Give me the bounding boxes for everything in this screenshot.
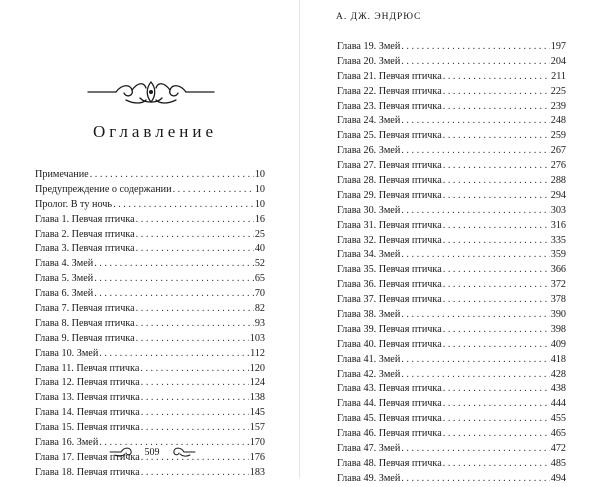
toc-entry-title: Глава 10. Змей	[35, 347, 99, 359]
toc-entry	[337, 278, 566, 293]
toc-entry-title: Глава 6. Змей	[35, 288, 94, 300]
page-footer	[92, 442, 212, 462]
toc-entry-title: Глава 5. Змей	[35, 273, 94, 285]
toc-entry-title: Глава 44. Певчая птичка	[337, 398, 442, 410]
toc-entry	[337, 293, 566, 308]
toc-entry-title: Глава 3. Певчая птичка	[35, 243, 135, 255]
toc-entry-page: 103	[249, 332, 265, 344]
toc-entry-page: 16	[254, 213, 265, 225]
toc-entry-title: Глава 15. Певчая птичка	[35, 422, 140, 434]
toc-entry-page: 288	[550, 175, 566, 187]
toc-entry	[337, 427, 566, 442]
toc-entry-title: Глава 43. Певчая птичка	[337, 383, 442, 395]
toc-dot-leader	[141, 421, 249, 436]
toc-entry-title: Глава 37. Певчая птичка	[337, 294, 442, 306]
toc-entry-title: Глава 27. Певчая птичка	[337, 160, 442, 172]
toc-entry-title: Глава 48. Певчая птичка	[337, 457, 442, 469]
toc-entry	[35, 228, 265, 243]
toc-entry-page: 465	[550, 428, 566, 440]
toc-entry	[337, 129, 566, 144]
toc-entry	[35, 317, 265, 332]
toc-entry-page: 170	[249, 437, 265, 449]
toc-entry-page: 10	[254, 198, 265, 210]
toc-entry	[337, 204, 566, 219]
toc-entry	[337, 412, 566, 427]
toc-dot-leader	[443, 323, 550, 338]
toc-dot-leader	[136, 302, 254, 317]
scroll-flourish-icon	[109, 446, 135, 458]
toc-entry-page: 52	[254, 258, 265, 270]
toc-entry-page: 120	[249, 362, 265, 374]
toc-entry-title: Глава 16. Змей	[35, 437, 99, 449]
toc-dot-leader	[136, 317, 254, 332]
toc-entry	[337, 174, 566, 189]
toc-entry	[35, 302, 265, 317]
toc-entry	[337, 70, 566, 85]
toc-dot-leader	[141, 376, 249, 391]
toc-entry	[337, 40, 566, 55]
toc-entry-page: 438	[550, 383, 566, 395]
toc-dot-leader	[443, 219, 550, 234]
toc-entry-page: 485	[550, 457, 566, 469]
toc-entry-page: 409	[550, 338, 566, 350]
toc-entry	[337, 338, 566, 353]
toc-dot-leader	[141, 406, 249, 421]
toc-entry-title: Глава 18. Певчая птичка	[35, 466, 140, 478]
toc-dot-leader	[113, 198, 254, 213]
toc-dot-leader	[99, 347, 249, 362]
toc-entry	[35, 332, 265, 347]
toc-dot-leader	[401, 204, 549, 219]
toc-dot-leader	[443, 397, 550, 412]
toc-list-right	[337, 40, 566, 487]
toc-entry-title: Глава 23. Певчая птичка	[337, 100, 442, 112]
toc-entry-page: 25	[254, 228, 265, 240]
toc-dot-leader	[443, 457, 550, 472]
toc-entry-page: 494	[550, 472, 566, 484]
toc-dot-leader	[136, 213, 254, 228]
toc-entry-title: Глава 32. Певчая птичка	[337, 234, 442, 246]
toc-entry-page: 276	[550, 160, 566, 172]
toc-entry	[35, 391, 265, 406]
toc-list-left	[35, 168, 265, 481]
toc-entry-title: Глава 38. Змей	[337, 309, 401, 321]
toc-dot-leader	[401, 114, 549, 129]
toc-entry-page: 211	[551, 70, 566, 82]
toc-entry	[35, 198, 265, 213]
toc-entry-title: Глава 24. Змей	[337, 115, 401, 127]
toc-entry-page: 82	[254, 303, 265, 315]
toc-entry-title: Глава 28. Певчая птичка	[337, 175, 442, 187]
toc-entry-page: 267	[550, 145, 566, 157]
toc-entry	[35, 421, 265, 436]
toc-entry-title: Предупреждение о содержании	[35, 183, 172, 195]
toc-entry-title: Глава 26. Змей	[337, 145, 401, 157]
toc-entry-page: 204	[550, 55, 566, 67]
toc-dot-leader	[443, 382, 550, 397]
toc-entry-title: Глава 1. Певчая птичка	[35, 213, 135, 225]
toc-entry	[337, 308, 566, 323]
toc-dot-leader	[443, 174, 550, 189]
toc-dot-leader	[401, 308, 549, 323]
toc-entry-title: Глава 47. Змей	[337, 443, 401, 455]
toc-dot-leader	[443, 263, 550, 278]
toc-entry-title: Глава 17. Певчая птичка	[35, 451, 140, 463]
toc-dot-leader	[443, 427, 550, 442]
toc-dot-leader	[401, 472, 549, 487]
toc-entry-page: 372	[550, 279, 566, 291]
toc-dot-leader	[94, 287, 254, 302]
toc-entry-page: 93	[254, 317, 265, 329]
toc-entry	[337, 397, 566, 412]
toc-entry-title: Глава 4. Змей	[35, 258, 94, 270]
toc-entry-title: Глава 8. Певчая птичка	[35, 317, 135, 329]
toc-entry-page: 112	[250, 347, 265, 359]
toc-entry	[337, 189, 566, 204]
toc-entry-title: Глава 11. Певчая птичка	[35, 362, 140, 374]
toc-entry-title: Глава 41. Змей	[337, 353, 401, 365]
toc-entry	[337, 472, 566, 487]
toc-entry-title: Глава 7. Певчая птичка	[35, 303, 135, 315]
toc-dot-leader	[94, 272, 254, 287]
toc-dot-leader	[443, 85, 550, 100]
toc-entry-page: 378	[550, 294, 566, 306]
toc-entry	[35, 242, 265, 257]
toc-entry	[337, 323, 566, 338]
toc-entry	[35, 183, 265, 198]
toc-entry-title: Глава 29. Певчая птичка	[337, 189, 442, 201]
toc-entry	[35, 362, 265, 377]
toc-entry-page: 248	[550, 115, 566, 127]
toc-entry-page: 303	[550, 204, 566, 216]
toc-entry	[337, 219, 566, 234]
toc-dot-leader	[401, 55, 549, 70]
toc-heading: Оглавление	[93, 122, 217, 141]
toc-entry-page: 455	[550, 413, 566, 425]
toc-dot-leader	[443, 412, 550, 427]
toc-entry-title: Примечание	[35, 169, 89, 180]
toc-entry-page: 138	[249, 392, 265, 404]
toc-entry-page: 472	[550, 443, 566, 455]
toc-dot-leader	[401, 442, 549, 457]
toc-entry	[337, 457, 566, 472]
toc-dot-leader	[141, 466, 249, 481]
toc-entry	[337, 368, 566, 383]
toc-entry-page: 316	[550, 219, 566, 231]
toc-entry-page: 197	[550, 41, 566, 52]
toc-entry-page: 157	[249, 422, 265, 434]
toc-entry	[337, 85, 566, 100]
toc-dot-leader	[136, 332, 249, 347]
toc-entry	[337, 353, 566, 368]
toc-entry	[337, 159, 566, 174]
toc-entry-page: 40	[254, 243, 265, 255]
toc-entry	[337, 263, 566, 278]
toc-entry-page: 124	[249, 377, 265, 389]
toc-entry-title: Глава 19. Змей	[337, 41, 401, 52]
toc-entry-page: 390	[550, 309, 566, 321]
toc-entry	[35, 272, 265, 287]
toc-dot-leader	[443, 129, 550, 144]
toc-entry	[337, 234, 566, 249]
toc-entry-page: 70	[254, 288, 265, 300]
toc-entry-title: Глава 46. Певчая птичка	[337, 428, 442, 440]
toc-entry-title: Глава 31. Певчая птичка	[337, 219, 442, 231]
toc-dot-leader	[401, 40, 549, 55]
toc-entry-title: Глава 49. Змей	[337, 472, 401, 484]
toc-entry-title: Глава 30. Змей	[337, 204, 401, 216]
toc-entry-title: Глава 12. Певчая птичка	[35, 377, 140, 389]
running-head-author: А. ДЖ. ЭНДРЮС	[336, 12, 422, 22]
toc-entry-title: Глава 2. Певчая птичка	[35, 228, 135, 240]
toc-entry-page: 418	[550, 353, 566, 365]
toc-entry-page: 225	[550, 85, 566, 97]
toc-entry	[337, 100, 566, 115]
toc-entry-page: 398	[550, 323, 566, 335]
toc-dot-leader	[443, 189, 550, 204]
toc-entry-page: 10	[254, 183, 265, 195]
toc-entry-title: Глава 45. Певчая птичка	[337, 413, 442, 425]
toc-entry-title: Глава 34. Змей	[337, 249, 401, 261]
toc-entry	[35, 257, 265, 272]
toc-entry-title: Пролог. В ту ночь	[35, 198, 113, 210]
toc-dot-leader	[173, 183, 254, 198]
toc-entry-page: 10	[254, 169, 265, 180]
toc-entry	[35, 287, 265, 302]
toc-entry-title: Глава 35. Певчая птичка	[337, 264, 442, 276]
toc-entry-title: Глава 22. Певчая птичка	[337, 85, 442, 97]
toc-entry	[337, 442, 566, 457]
toc-dot-leader	[443, 234, 550, 249]
toc-entry-title: Глава 39. Певчая птичка	[337, 323, 442, 335]
toc-entry-title: Глава 40. Певчая птичка	[337, 338, 442, 350]
toc-dot-leader	[443, 278, 550, 293]
toc-entry	[337, 114, 566, 129]
toc-entry	[35, 376, 265, 391]
toc-dot-leader	[401, 353, 549, 368]
toc-entry	[337, 382, 566, 397]
toc-entry-title: Глава 21. Певчая птичка	[337, 70, 442, 82]
toc-dot-leader	[443, 70, 550, 85]
toc-entry-page: 294	[550, 189, 566, 201]
toc-entry-page: 176	[249, 451, 265, 463]
toc-entry-page: 239	[550, 100, 566, 112]
toc-entry	[35, 347, 265, 362]
toc-dot-leader	[136, 242, 254, 257]
flourish-ornament-icon	[86, 78, 216, 106]
toc-dot-leader	[401, 248, 549, 263]
toc-dot-leader	[401, 368, 549, 383]
toc-entry	[35, 466, 265, 481]
toc-entry-title: Глава 13. Певчая птичка	[35, 392, 140, 404]
toc-dot-leader	[136, 228, 254, 243]
toc-entry	[337, 248, 566, 263]
toc-dot-leader	[443, 159, 550, 174]
toc-entry-page: 183	[249, 466, 265, 478]
right-page	[300, 0, 600, 484]
toc-entry-page: 428	[550, 368, 566, 380]
toc-entry-title: Глава 36. Певчая птичка	[337, 279, 442, 291]
left-page	[0, 0, 299, 478]
toc-entry-page: 65	[254, 273, 265, 285]
page-number: 509	[144, 446, 160, 458]
toc-dot-leader	[443, 100, 550, 115]
toc-dot-leader	[141, 391, 249, 406]
toc-entry	[35, 406, 265, 421]
scroll-flourish-icon	[170, 446, 196, 458]
toc-dot-leader	[443, 338, 550, 353]
toc-entry-page: 145	[249, 407, 265, 419]
toc-entry	[337, 144, 566, 159]
toc-entry-title: Глава 14. Певчая птичка	[35, 407, 140, 419]
toc-dot-leader	[94, 257, 254, 272]
toc-dot-leader	[140, 362, 248, 377]
toc-entry-page: 444	[550, 398, 566, 410]
toc-entry-title: Глава 42. Змей	[337, 368, 401, 380]
toc-dot-leader	[90, 168, 254, 183]
toc-dot-leader	[401, 144, 549, 159]
toc-entry-page: 359	[550, 249, 566, 261]
toc-entry-title: Глава 20. Змей	[337, 55, 401, 67]
toc-entry-page: 259	[550, 130, 566, 142]
toc-entry-title: Глава 25. Певчая птичка	[337, 130, 442, 142]
toc-entry	[35, 168, 265, 183]
toc-entry-title: Глава 9. Певчая птичка	[35, 332, 135, 344]
toc-entry-page: 366	[550, 264, 566, 276]
toc-dot-leader	[443, 293, 550, 308]
toc-entry	[337, 55, 566, 70]
toc-entry	[35, 213, 265, 228]
toc-entry-page: 335	[550, 234, 566, 246]
